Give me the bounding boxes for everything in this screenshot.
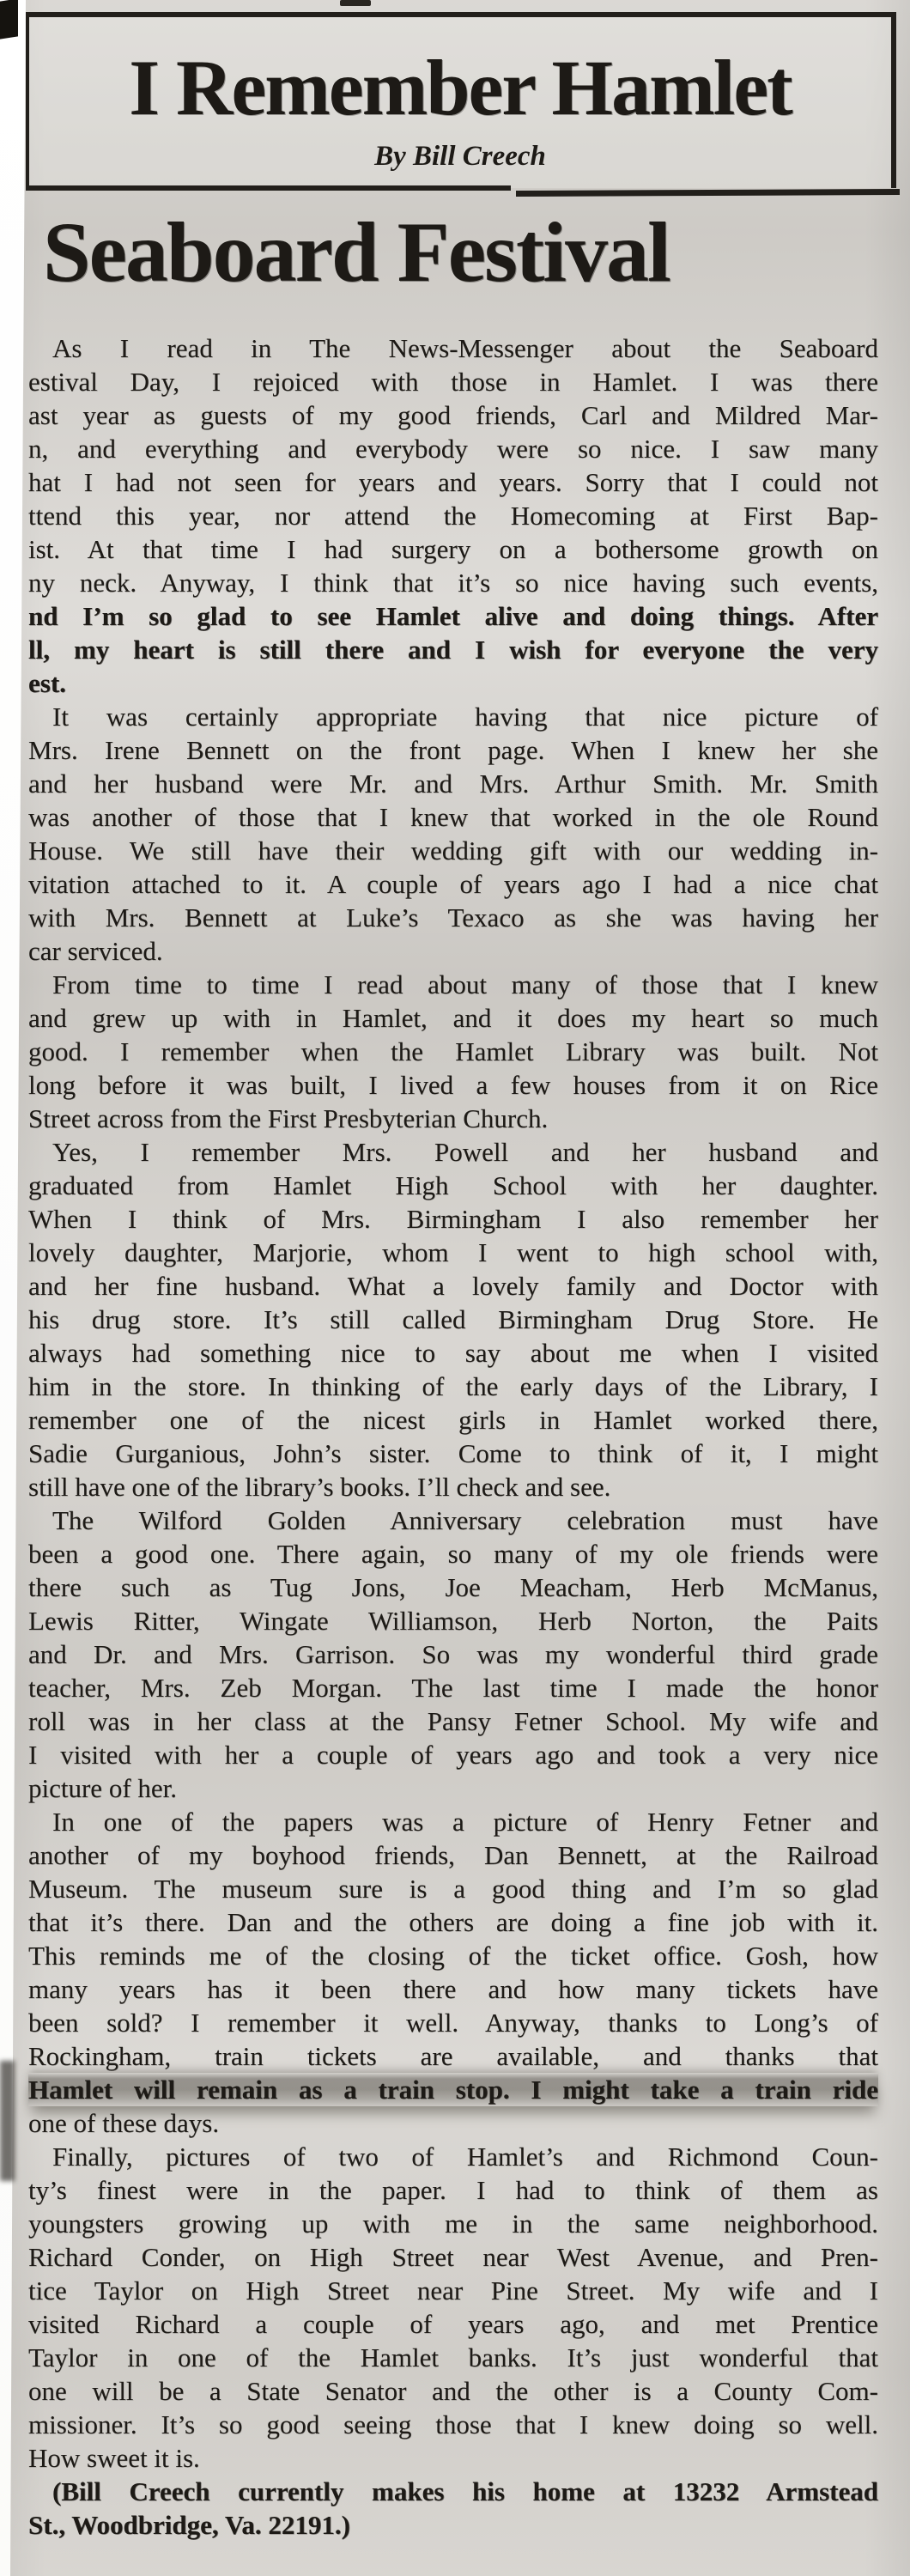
article-line: Finally, pictures of two of Hamlet’s and Richmond Coun- xyxy=(52,2142,878,2172)
article-line: roll was in her class at the Pansy Fetner School. My wife and xyxy=(28,1706,878,1736)
article-line: one will be a State Senator and the other is a County Com- xyxy=(28,2376,878,2406)
article-line: was another of those that I knew that worked in the ole Round xyxy=(28,802,878,832)
article-line: Yes, I remember Mrs. Powell and her husband and xyxy=(52,1137,878,1167)
article-line: vitation attached to it. A couple of years ago I had a nice chat xyxy=(28,869,878,899)
article-line: ast year as guests of my good friends, Carl and Mildred Mar- xyxy=(28,400,878,430)
article-line: Taylor in one of the Hamlet banks. It’s just wonderful that xyxy=(28,2342,878,2372)
scan-artifact-top xyxy=(340,0,371,6)
article-line: Rockingham, train tickets are available, and thanks that xyxy=(28,2041,878,2071)
article-line: This reminds me of the closing of the ticket office. Gosh, how xyxy=(28,1941,878,1971)
article-line: and her fine husband. What a lovely family and Doctor with xyxy=(28,1271,878,1301)
masthead-box xyxy=(26,12,896,188)
article-line: ny neck. Anyway, I think that it’s so nice having such events, xyxy=(28,568,878,598)
article-line: one of these days. xyxy=(28,2108,220,2138)
article-line: good. I remember when the Hamlet Library was built. Not xyxy=(28,1036,878,1066)
article-line: car serviced. xyxy=(28,936,163,966)
article-line: Hamlet will remain as a train stop. I might take a train ride xyxy=(28,2075,878,2105)
article-line: lovely daughter, Marjorie, whom I went to high school with, xyxy=(28,1237,878,1267)
article-line: Richard Conder, on High Street near West Avenue, and Pren- xyxy=(28,2242,878,2272)
article-body xyxy=(28,331,878,2542)
article-line: From time to time I read about many of those that I knew xyxy=(52,969,878,999)
article-line: tice Taylor on High Street near Pine Street. My wife and I xyxy=(28,2275,878,2306)
article-line: there such as Tug Jons, Joe Meacham, Herb McManus, xyxy=(28,1572,878,1602)
article-line: his drug store. It’s still called Birmingham Drug Store. He xyxy=(28,1304,878,1334)
article-line: been a good one. There again, so many of my ole friends were xyxy=(28,1539,878,1569)
byline: By Bill Creech xyxy=(374,141,546,172)
article-line: teacher, Mrs. Zeb Morgan. The last time I made the honor xyxy=(28,1673,878,1703)
article-line: n, and everything and everybody were so nice. I saw many xyxy=(28,434,878,464)
article-line: I visited with her a couple of years ago and took a very nice xyxy=(28,1740,878,1770)
article-line: House. We still have their wedding gift with our wedding in- xyxy=(28,835,878,866)
article-line: The Wilford Golden Anniversary celebration must have xyxy=(52,1505,878,1535)
article-line: It was certainly appropriate having that nice picture of xyxy=(52,702,878,732)
article-line: Sadie Gurganious, John’s sister. Come to think of it, I might xyxy=(28,1438,878,1468)
article-line: still have one of the library’s books. I’ll check and see. xyxy=(28,1472,611,1502)
article-line: estival Day, I rejoiced with those in Hamlet. I was there xyxy=(28,367,878,397)
article-headline: Seaboard Festival xyxy=(43,204,670,300)
article-line: that it’s there. Dan and the others are doing a fine job with it. xyxy=(28,1907,878,1937)
article-line: nd I’m so glad to see Hamlet alive and doing things. After xyxy=(28,601,878,631)
article-line: remember one of the nicest girls in Hamlet worked there, xyxy=(28,1405,878,1435)
article-line: hat I had not seen for years and years. Sorry that I could not xyxy=(28,467,878,497)
masthead-box-border-bottom-left xyxy=(26,185,511,191)
article-line: another of my boyhood friends, Dan Bennett, at the Railroad xyxy=(28,1840,878,1870)
article-line: many years has it been there and how many tickets have xyxy=(28,1974,878,2004)
article-line: ist. At that time I had surgery on a bothersome growth on xyxy=(28,534,878,564)
article-line: ll, my heart is still there and I wish for everyone the very xyxy=(28,635,878,665)
article-line: and her husband were Mr. and Mrs. Arthur Smith. Mr. Smith xyxy=(28,769,878,799)
article-line: How sweet it is. xyxy=(28,2443,200,2473)
article-line: been sold? I remember it well. Anyway, thanks to Long’s of xyxy=(28,2008,878,2038)
article-line: with Mrs. Bennett at Luke’s Texaco as she was having her xyxy=(28,902,878,933)
article-line: ty’s finest were in the paper. I had to think of them as xyxy=(28,2175,878,2205)
article-line: missioner. It’s so good seeing those that I knew doing so well. xyxy=(28,2409,878,2439)
article-line: In one of the papers was a picture of Henry Fetner and xyxy=(52,1807,878,1837)
article-line: Mrs. Irene Bennett on the front page. When I knew her she xyxy=(28,735,878,765)
article-line: As I read in The News-Messenger about the Seaboard xyxy=(52,333,878,363)
article-line: youngsters growing up with me in the same neighborhood. xyxy=(28,2208,878,2239)
article-line: long before it was built, I lived a few houses from it on Rice xyxy=(28,1070,878,1100)
article-line: Lewis Ritter, Wingate Williamson, Herb Norton, the Paits xyxy=(28,1606,878,1636)
article-line: graduated from Hamlet High School with her daughter. xyxy=(28,1170,878,1200)
article-line: When I think of Mrs. Birmingham I also remember her xyxy=(28,1204,878,1234)
article-line: picture of her. xyxy=(28,1773,178,1803)
column-title: I Remember Hamlet xyxy=(129,44,792,131)
article-line: est. xyxy=(28,668,66,698)
article-line: ttend this year, nor attend the Homecoming at First Bap- xyxy=(28,501,878,531)
article-line: always had something nice to say about me when I visited xyxy=(28,1338,878,1368)
article-line: Street across from the First Presbyterian Church. xyxy=(28,1103,549,1133)
article-line: visited Richard a couple of years ago, and met Prentice xyxy=(28,2309,878,2339)
article-line: (Bill Creech currently makes his home at 13232 Armstead xyxy=(52,2476,878,2506)
scan-artifact-top-left xyxy=(0,0,18,39)
article-line: and Dr. and Mrs. Garrison. So was my wonderful third grade xyxy=(28,1639,878,1669)
article-line: and grew up with in Hamlet, and it does my heart so much xyxy=(28,1003,878,1033)
article-line: St., Woodbridge, Va. 22191.) xyxy=(28,2510,350,2540)
scan-artifact-left-smudge xyxy=(0,2061,15,2181)
article-line: Museum. The museum sure is a good thing and I’m so glad xyxy=(28,1874,878,1904)
article-line: him in the store. In thinking of the early days of the Library, I xyxy=(28,1371,878,1401)
